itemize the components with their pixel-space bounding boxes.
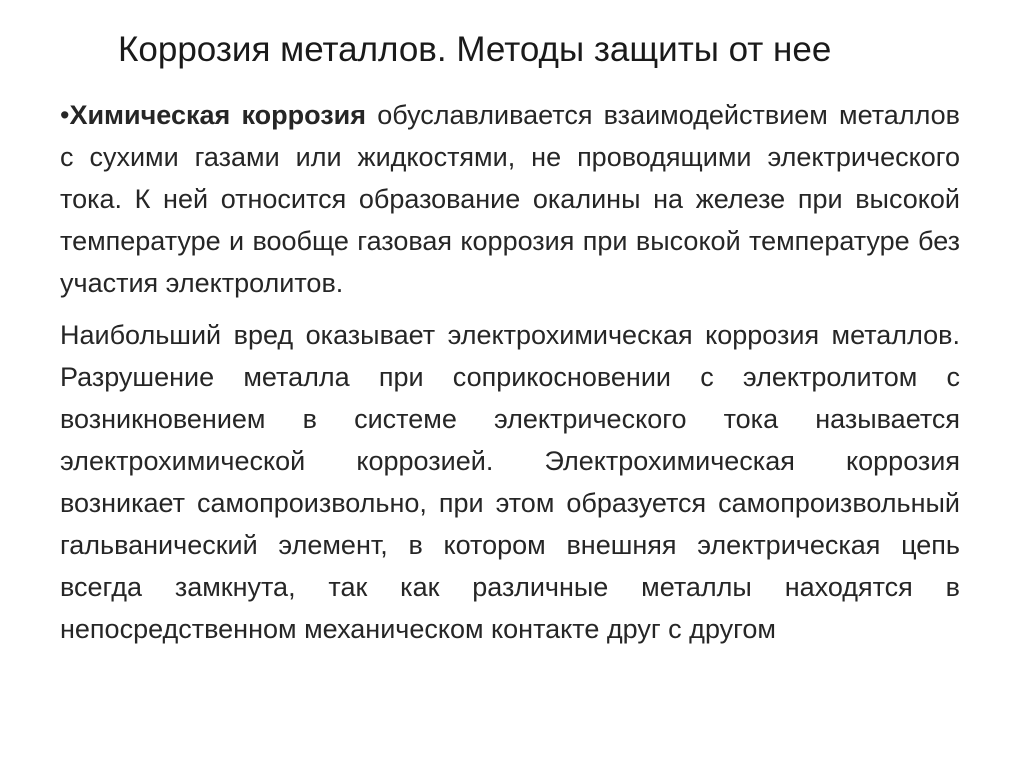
paragraph-electrochemical-corrosion: Наибольший вред оказывает электрохимическая коррозия металлов. Разрушение металла при соприкосновении с электролитом с возникновением в системе электрического тока называется электрохимической коррозией. Электрохимическая коррозия возникает самопроизвольно, при этом образуется самопроизвольный гальванический элемент, в котором внешняя электрическая цепь всегда замкнута, так как различные металлы находятся в непосредственном механическом контакте друг с другом bbox=[60, 320, 960, 644]
paragraph-chemical-corrosion-text: обуславливается взаимодействием металлов с сухими газами или жидкостями, не проводящими электрического тока. К ней относится образование окалины на железе при высокой температуре и вообще газовая коррозия при высокой температуре без участия электролитов. bbox=[60, 100, 960, 298]
slide-title: Коррозия металлов. Методы защиты от нее bbox=[118, 30, 832, 69]
paragraph-chemical-corrosion bbox=[60, 94, 960, 304]
slide-body bbox=[60, 94, 960, 650]
bullet: • bbox=[60, 100, 70, 130]
term-chemical-corrosion: Химическая коррозия bbox=[69, 100, 366, 130]
